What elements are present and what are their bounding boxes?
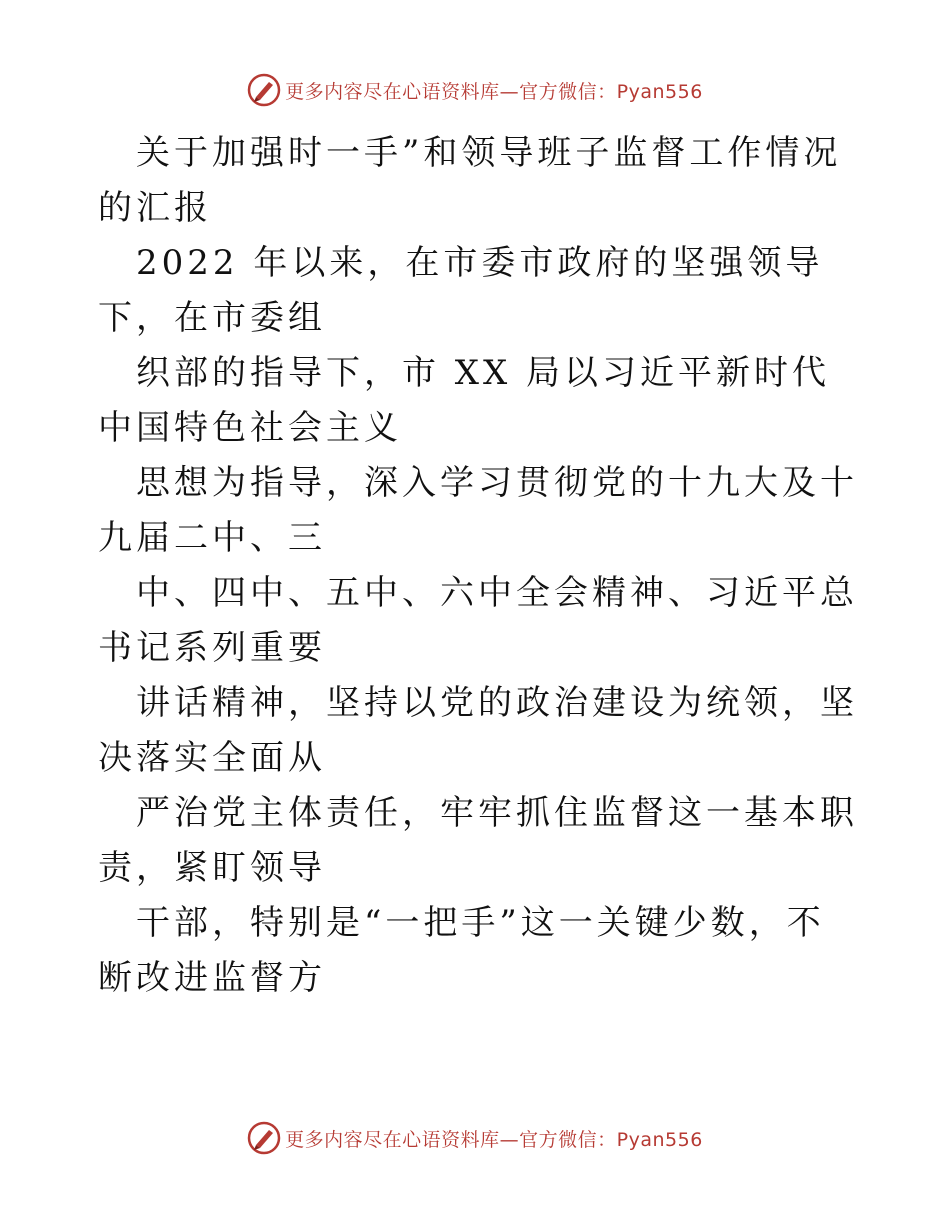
paragraph-line: 织部的指导下，市 XX 局以习近平新时代中国特色社会主义 bbox=[98, 353, 831, 448]
document-title: 关于加强时一手”和领导班子监督工作情况的汇报 bbox=[98, 133, 842, 228]
paragraph-line: 严治党主体责任，牢牢抓住监督这一基本职责，紧盯领导 bbox=[98, 793, 858, 888]
footer-watermark bbox=[0, 1120, 950, 1156]
watermark-text: 更多内容尽在心语资料库—官方微信：Pyan556 bbox=[285, 80, 703, 103]
paragraph-line: 中、四中、五中、六中全会精神、习近平总书记系列重要 bbox=[98, 573, 858, 668]
paragraph-line: 干部，特别是“一把手”这一关键少数，不断改进监督方 bbox=[98, 903, 825, 998]
paragraph-line: 讲话精神，坚持以党的政治建设为统领，坚决落实全面从 bbox=[98, 683, 858, 778]
watermark-text: 更多内容尽在心语资料库—官方微信：Pyan556 bbox=[285, 1128, 703, 1151]
paragraph-line: 思想为指导，深入学习贯彻党的十九大及十九届二中、三 bbox=[98, 463, 858, 558]
pen-logo-icon bbox=[247, 73, 281, 107]
pen-logo-icon bbox=[247, 1121, 281, 1155]
paragraph-line: 2022 年以来，在市委市政府的坚强领导下，在市委组 bbox=[98, 243, 824, 338]
header-watermark bbox=[0, 72, 950, 108]
document-body bbox=[98, 126, 858, 1006]
